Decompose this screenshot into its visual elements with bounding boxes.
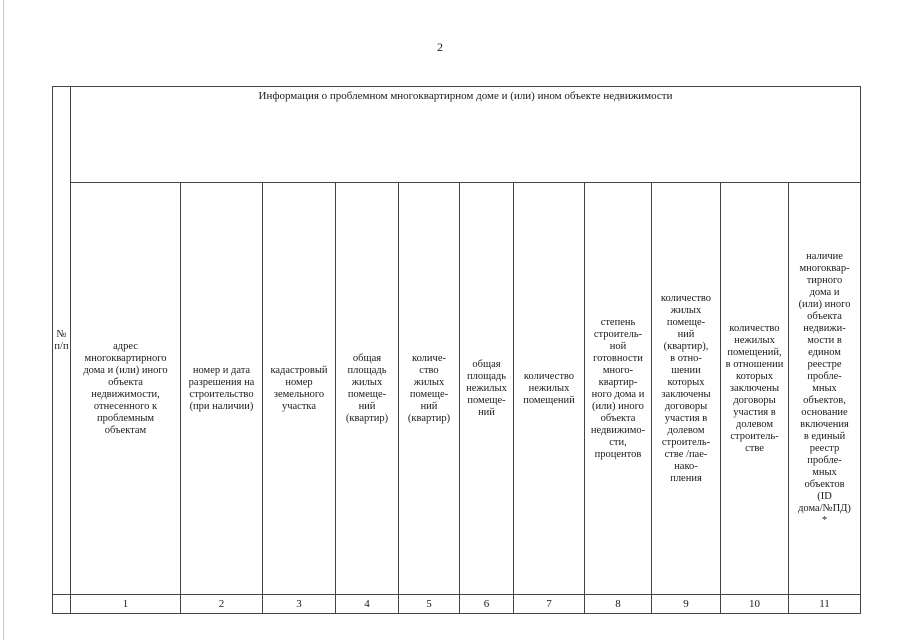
column-number-cell: 8 (585, 595, 652, 614)
row-number-header: № п/п (53, 87, 71, 595)
column-header-nonresidential-area: общая площадь нежилых помеще- ний (460, 183, 514, 595)
column-number-cell: 7 (514, 595, 585, 614)
column-header-nonresidential-contracts: количество нежилых помещений, в отношении которых заключены договоры участия в долевом строитель- стве (721, 183, 789, 595)
column-number-cell: 4 (336, 595, 399, 614)
column-number-cell: 5 (399, 595, 460, 614)
column-number-cell (53, 595, 71, 614)
column-header-permit: номер и дата разрешения на строительство (при наличии) (181, 183, 263, 595)
column-header-address: адрес многоквартирного дома и (или) иного объекта недвижимости, отнесенного к проблемным объектам (71, 183, 181, 595)
page-number: 2 (437, 40, 443, 54)
column-number-cell: 10 (721, 595, 789, 614)
column-header-registry-status: наличие многоквар- тирного дома и (или) иного объекта недвижи- мости в едином реестре пробле- мных объектов, основание включения в единый реестр пробле- мных объектов (ID дома/№ПД) * (789, 183, 861, 595)
column-number-cell: 3 (263, 595, 336, 614)
column-header-residential-area: общая площадь жилых помеще- ний (квартир) (336, 183, 399, 595)
column-header-nonresidential-count: количество нежилых помещений (514, 183, 585, 595)
column-number-cell: 6 (460, 595, 514, 614)
column-number-cell: 2 (181, 595, 263, 614)
group-header: Информация о проблемном многоквартирном доме и (или) ином объекте недвижимости (71, 87, 861, 183)
column-header-readiness-percent: степень строитель- ной готовности много- квартир- ного дома и (или) иного объекта недвижимо- сти, процентов (585, 183, 652, 595)
column-header-cadastral-number: кадастровый номер земельного участка (263, 183, 336, 595)
column-header-residential-contracts: количество жилых помеще- ний (квартир), в отно- шении которых заключены договоры участия в долевом строитель- стве /пае- нако- пления (652, 183, 721, 595)
column-number-cell: 1 (71, 595, 181, 614)
column-number-cell: 11 (789, 595, 861, 614)
column-header-residential-count: количе- ство жилых помеще- ний (квартир) (399, 183, 460, 595)
column-number-cell: 9 (652, 595, 721, 614)
page-left-edge-line (3, 0, 4, 640)
problem-object-info-table (52, 86, 861, 614)
